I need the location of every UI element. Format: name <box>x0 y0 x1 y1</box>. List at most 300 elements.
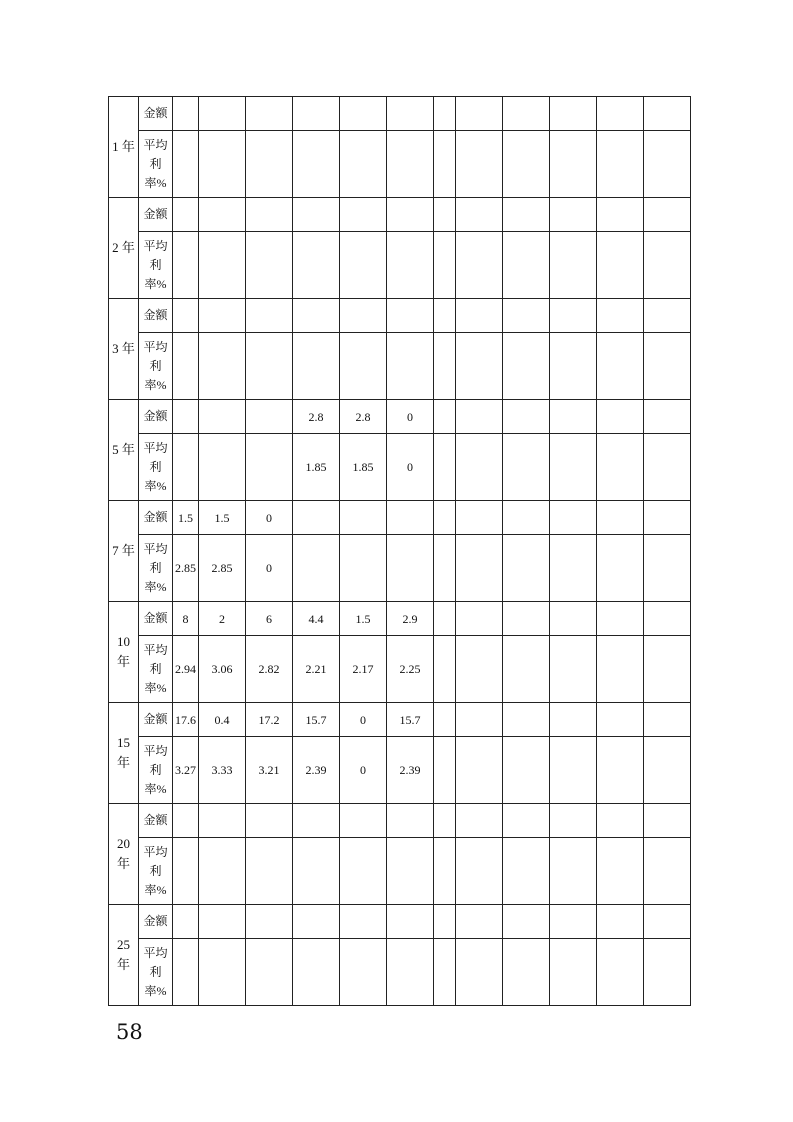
rate-cell <box>340 838 387 905</box>
rate-cell <box>456 939 503 1006</box>
amount-cell <box>340 501 387 535</box>
rate-cell <box>456 434 503 501</box>
amount-cell <box>173 299 199 333</box>
page-number: 58 <box>116 1020 143 1044</box>
table-row-rate <box>109 838 691 905</box>
term-label-text: 20 <box>117 836 130 851</box>
rate-cell <box>293 333 340 400</box>
term-label-text: 年 <box>116 654 130 669</box>
term-label-text: 25 <box>117 937 130 952</box>
amount-label: 金额 <box>139 97 173 131</box>
rate-cell: 3.33 <box>199 737 246 804</box>
average-rate-label-text: 利 <box>149 762 162 777</box>
term-label-text: 7 年 <box>112 543 135 558</box>
average-rate-label <box>139 434 173 501</box>
average-rate-label-text: 利 <box>149 964 162 979</box>
table-row-amount <box>109 703 691 737</box>
rate-cell <box>387 939 434 1006</box>
amount-cell <box>434 804 456 838</box>
amount-cell <box>387 501 434 535</box>
amount-cell <box>597 299 644 333</box>
average-rate-label <box>139 333 173 400</box>
table-row-rate <box>109 232 691 299</box>
rate-cell <box>340 939 387 1006</box>
rate-cell <box>434 939 456 1006</box>
amount-cell <box>597 400 644 434</box>
amount-cell <box>434 602 456 636</box>
rate-cell <box>597 939 644 1006</box>
rate-cell <box>246 939 293 1006</box>
amount-cell <box>550 501 597 535</box>
amount-cell: 1.5 <box>173 501 199 535</box>
amount-cell: 15.7 <box>293 703 340 737</box>
rate-cell: 2.85 <box>173 535 199 602</box>
table-row-rate <box>109 535 691 602</box>
rate-cell <box>550 838 597 905</box>
rate-cell <box>644 535 691 602</box>
amount-cell: 0.4 <box>199 703 246 737</box>
amount-cell <box>503 804 550 838</box>
term-label-text: 1 年 <box>112 139 135 154</box>
amount-cell <box>246 905 293 939</box>
rate-cell: 1.85 <box>293 434 340 501</box>
term-label <box>109 501 139 602</box>
rate-cell <box>434 838 456 905</box>
amount-cell <box>503 501 550 535</box>
rate-cell <box>340 131 387 198</box>
amount-cell <box>644 905 691 939</box>
table-body <box>109 97 691 1006</box>
rate-cell <box>503 535 550 602</box>
amount-cell <box>387 299 434 333</box>
rate-cell: 2.82 <box>246 636 293 703</box>
rate-cell <box>503 131 550 198</box>
amount-cell <box>387 905 434 939</box>
amount-cell <box>456 602 503 636</box>
amount-cell <box>550 804 597 838</box>
average-rate-label-text: 利 <box>149 560 162 575</box>
rate-cell <box>173 434 199 501</box>
table-row-amount <box>109 400 691 434</box>
amount-cell <box>434 400 456 434</box>
rate-cell <box>503 232 550 299</box>
rate-cell <box>503 333 550 400</box>
rate-cell <box>246 434 293 501</box>
term-label <box>109 905 139 1006</box>
amount-label: 金额 <box>139 198 173 232</box>
amount-cell <box>456 400 503 434</box>
table-row-rate <box>109 131 691 198</box>
amount-label: 金额 <box>139 905 173 939</box>
amount-cell <box>503 703 550 737</box>
rate-cell: 2.94 <box>173 636 199 703</box>
amount-cell: 17.2 <box>246 703 293 737</box>
amount-cell <box>246 198 293 232</box>
average-rate-label-text: 平均 <box>143 844 168 859</box>
rate-cell <box>456 131 503 198</box>
rate-cell <box>456 737 503 804</box>
rate-cell <box>173 838 199 905</box>
average-rate-label-text: 率% <box>144 276 167 291</box>
average-rate-label <box>139 131 173 198</box>
rate-cell <box>246 333 293 400</box>
rate-cell: 2.21 <box>293 636 340 703</box>
amount-cell <box>503 602 550 636</box>
rate-cell <box>199 333 246 400</box>
amount-cell <box>387 198 434 232</box>
rate-cell <box>246 131 293 198</box>
rate-cell: 2.17 <box>340 636 387 703</box>
rate-cell <box>550 333 597 400</box>
rate-cell <box>644 333 691 400</box>
average-rate-label-text: 率% <box>144 680 167 695</box>
average-rate-label <box>139 232 173 299</box>
rate-cell <box>550 939 597 1006</box>
amount-cell <box>173 905 199 939</box>
rate-cell <box>644 131 691 198</box>
rate-cell <box>503 939 550 1006</box>
amount-cell <box>597 905 644 939</box>
average-rate-label-text: 平均 <box>143 743 168 758</box>
term-label <box>109 97 139 198</box>
term-label-text: 2 年 <box>112 240 135 255</box>
rate-cell <box>173 131 199 198</box>
amount-cell <box>644 602 691 636</box>
table-row-rate <box>109 737 691 804</box>
rate-cell <box>550 636 597 703</box>
rate-cell <box>644 737 691 804</box>
rate-cell <box>550 535 597 602</box>
amount-cell <box>503 299 550 333</box>
rate-cell <box>503 838 550 905</box>
amount-cell <box>293 299 340 333</box>
rate-cell <box>293 131 340 198</box>
table-row-rate <box>109 636 691 703</box>
rate-cell <box>340 535 387 602</box>
rate-cell <box>434 232 456 299</box>
amount-cell <box>550 97 597 131</box>
average-rate-label-text: 率% <box>144 882 167 897</box>
rate-cell <box>387 131 434 198</box>
rate-cell <box>434 131 456 198</box>
rate-cell <box>293 535 340 602</box>
amount-cell: 4.4 <box>293 602 340 636</box>
amount-cell <box>293 198 340 232</box>
amount-cell <box>340 97 387 131</box>
amount-cell <box>456 198 503 232</box>
term-label-text: 3 年 <box>112 341 135 356</box>
average-rate-label-text: 利 <box>149 459 162 474</box>
rate-cell <box>597 232 644 299</box>
rate-cell <box>550 434 597 501</box>
average-rate-label-text: 率% <box>144 478 167 493</box>
rate-cell <box>456 838 503 905</box>
table-row-amount <box>109 905 691 939</box>
term-label <box>109 602 139 703</box>
rate-cell <box>199 131 246 198</box>
term-label <box>109 400 139 501</box>
term-label-text: 年 <box>116 856 130 871</box>
amount-cell <box>550 703 597 737</box>
rate-cell <box>434 434 456 501</box>
rate-cell <box>199 434 246 501</box>
rate-cell <box>173 939 199 1006</box>
amount-cell <box>644 501 691 535</box>
amount-cell <box>597 97 644 131</box>
amount-cell <box>199 905 246 939</box>
amount-cell <box>434 905 456 939</box>
amount-cell <box>293 804 340 838</box>
rate-cell <box>199 838 246 905</box>
amount-cell <box>387 804 434 838</box>
term-label-text: 10 <box>117 634 130 649</box>
amount-cell <box>173 97 199 131</box>
rate-cell <box>293 838 340 905</box>
average-rate-label-text: 平均 <box>143 945 168 960</box>
amount-cell: 17.6 <box>173 703 199 737</box>
amount-cell <box>456 97 503 131</box>
rate-cell <box>597 434 644 501</box>
amount-cell: 2.9 <box>387 602 434 636</box>
amount-label: 金额 <box>139 501 173 535</box>
amount-cell <box>503 905 550 939</box>
amount-cell <box>246 299 293 333</box>
rate-cell <box>597 131 644 198</box>
table-row-amount <box>109 97 691 131</box>
rate-cell <box>434 737 456 804</box>
amount-cell <box>550 299 597 333</box>
amount-cell <box>173 198 199 232</box>
rate-cell <box>597 535 644 602</box>
amount-cell <box>597 703 644 737</box>
average-rate-label-text: 平均 <box>143 339 168 354</box>
average-rate-label-text: 率% <box>144 175 167 190</box>
average-rate-label-text: 平均 <box>143 137 168 152</box>
amount-cell: 0 <box>246 501 293 535</box>
amount-cell <box>597 804 644 838</box>
amount-cell <box>550 905 597 939</box>
rate-cell <box>387 535 434 602</box>
rate-cell <box>503 737 550 804</box>
rate-cell <box>597 333 644 400</box>
amount-cell <box>503 198 550 232</box>
amount-cell <box>434 501 456 535</box>
term-label-text: 15 <box>117 735 130 750</box>
term-label <box>109 804 139 905</box>
amount-cell: 15.7 <box>387 703 434 737</box>
amount-cell: 8 <box>173 602 199 636</box>
rate-cell <box>173 333 199 400</box>
table-row-amount <box>109 602 691 636</box>
amount-cell <box>456 804 503 838</box>
average-rate-label-text: 利 <box>149 358 162 373</box>
average-rate-label <box>139 838 173 905</box>
amount-cell <box>199 400 246 434</box>
average-rate-label-text: 平均 <box>143 238 168 253</box>
amount-cell: 2.8 <box>340 400 387 434</box>
amount-label: 金额 <box>139 299 173 333</box>
rate-cell <box>199 232 246 299</box>
table-row-amount <box>109 299 691 333</box>
rate-cell <box>503 434 550 501</box>
amount-cell <box>340 905 387 939</box>
average-rate-label-text: 利 <box>149 863 162 878</box>
amount-cell <box>456 703 503 737</box>
amount-cell <box>644 299 691 333</box>
amount-cell <box>173 400 199 434</box>
table-row-amount <box>109 804 691 838</box>
amount-cell <box>644 703 691 737</box>
average-rate-label-text: 利 <box>149 257 162 272</box>
table-row-amount <box>109 198 691 232</box>
rate-cell <box>246 232 293 299</box>
amount-cell: 1.5 <box>340 602 387 636</box>
amount-cell <box>597 198 644 232</box>
term-label-text: 年 <box>116 957 130 972</box>
average-rate-label-text: 率% <box>144 781 167 796</box>
amount-cell <box>434 97 456 131</box>
deposit-rate-table <box>108 96 691 1006</box>
rate-cell: 3.21 <box>246 737 293 804</box>
rate-cell: 2.39 <box>387 737 434 804</box>
rate-cell <box>434 636 456 703</box>
amount-cell <box>199 299 246 333</box>
rate-cell <box>340 232 387 299</box>
average-rate-label-text: 利 <box>149 156 162 171</box>
amount-cell: 6 <box>246 602 293 636</box>
rate-cell <box>387 333 434 400</box>
average-rate-label <box>139 636 173 703</box>
rate-cell <box>434 535 456 602</box>
amount-cell: 2 <box>199 602 246 636</box>
rate-cell: 1.85 <box>340 434 387 501</box>
rate-cell: 0 <box>340 737 387 804</box>
amount-cell <box>503 400 550 434</box>
average-rate-label-text: 率% <box>144 579 167 594</box>
amount-cell <box>246 804 293 838</box>
amount-label: 金额 <box>139 804 173 838</box>
amount-cell <box>456 905 503 939</box>
rate-cell <box>173 232 199 299</box>
rate-cell <box>644 939 691 1006</box>
average-rate-label-text: 平均 <box>143 642 168 657</box>
amount-cell <box>456 299 503 333</box>
amount-cell <box>199 97 246 131</box>
amount-cell <box>434 703 456 737</box>
table-row-rate <box>109 939 691 1006</box>
average-rate-label-text: 率% <box>144 983 167 998</box>
amount-cell <box>644 198 691 232</box>
amount-cell: 1.5 <box>199 501 246 535</box>
average-rate-label <box>139 535 173 602</box>
amount-cell <box>340 198 387 232</box>
rate-cell <box>597 838 644 905</box>
amount-label: 金额 <box>139 400 173 434</box>
amount-cell: 2.8 <box>293 400 340 434</box>
rate-cell <box>387 232 434 299</box>
rate-cell <box>456 636 503 703</box>
average-rate-label <box>139 737 173 804</box>
amount-label: 金额 <box>139 703 173 737</box>
average-rate-label-text: 平均 <box>143 440 168 455</box>
term-label-text: 年 <box>116 755 130 770</box>
amount-cell <box>597 602 644 636</box>
rate-cell <box>293 939 340 1006</box>
amount-label: 金额 <box>139 602 173 636</box>
rate-cell <box>387 838 434 905</box>
amount-cell <box>246 97 293 131</box>
table-row-rate <box>109 434 691 501</box>
amount-cell <box>293 905 340 939</box>
term-label <box>109 198 139 299</box>
rate-cell: 2.85 <box>199 535 246 602</box>
rate-cell <box>550 131 597 198</box>
amount-cell <box>550 198 597 232</box>
amount-cell <box>293 97 340 131</box>
amount-cell: 0 <box>387 400 434 434</box>
amount-cell <box>644 804 691 838</box>
average-rate-label <box>139 939 173 1006</box>
amount-cell <box>434 198 456 232</box>
rate-cell <box>644 636 691 703</box>
rate-cell <box>503 636 550 703</box>
rate-cell: 3.06 <box>199 636 246 703</box>
rate-cell <box>597 737 644 804</box>
average-rate-label-text: 率% <box>144 377 167 392</box>
amount-cell <box>387 97 434 131</box>
rate-cell <box>550 232 597 299</box>
rate-cell <box>644 838 691 905</box>
amount-cell <box>597 501 644 535</box>
amount-cell <box>456 501 503 535</box>
amount-cell: 0 <box>340 703 387 737</box>
amount-cell <box>503 97 550 131</box>
average-rate-label-text: 利 <box>149 661 162 676</box>
amount-cell <box>199 804 246 838</box>
amount-cell <box>644 97 691 131</box>
amount-cell <box>293 501 340 535</box>
amount-cell <box>434 299 456 333</box>
amount-cell <box>340 804 387 838</box>
amount-cell <box>644 400 691 434</box>
rate-cell <box>434 333 456 400</box>
amount-cell <box>199 198 246 232</box>
rate-cell <box>456 535 503 602</box>
table-row-amount <box>109 501 691 535</box>
term-label-text: 5 年 <box>112 442 135 457</box>
rate-cell <box>597 636 644 703</box>
amount-cell <box>550 400 597 434</box>
rate-cell: 0 <box>387 434 434 501</box>
rate-cell <box>340 333 387 400</box>
rate-cell: 3.27 <box>173 737 199 804</box>
rate-cell <box>456 333 503 400</box>
rate-cell: 2.39 <box>293 737 340 804</box>
average-rate-label-text: 平均 <box>143 541 168 556</box>
term-label <box>109 703 139 804</box>
amount-cell <box>246 400 293 434</box>
rate-cell <box>550 737 597 804</box>
rate-cell <box>644 434 691 501</box>
table-row-rate <box>109 333 691 400</box>
term-label <box>109 299 139 400</box>
rate-cell: 0 <box>246 535 293 602</box>
rate-cell <box>246 838 293 905</box>
amount-cell <box>173 804 199 838</box>
amount-cell <box>340 299 387 333</box>
rate-cell <box>456 232 503 299</box>
rate-cell <box>644 232 691 299</box>
